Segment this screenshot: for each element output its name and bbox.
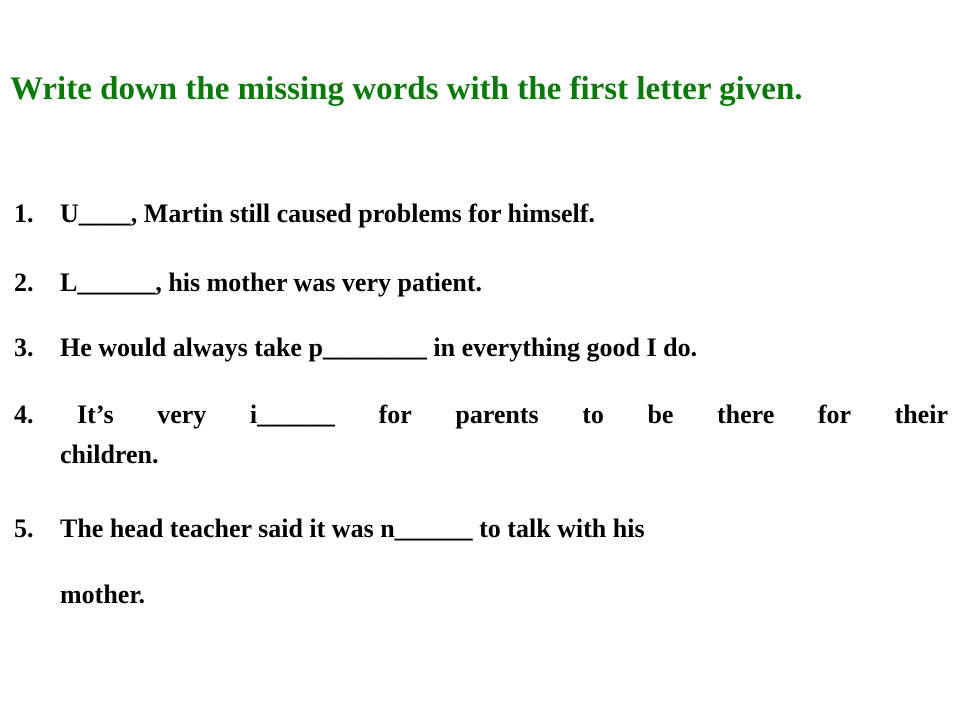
item-word: their — [894, 400, 948, 429]
item-line — [14, 395, 948, 435]
item-word: very — [157, 400, 207, 429]
item-word: for — [817, 400, 852, 429]
item-text: L______, his mother was very patient. — [60, 268, 483, 297]
exercise-item-3 — [14, 328, 948, 368]
item-number: 5. — [14, 514, 34, 543]
slide-title: Write down the missing words with the first letter given. — [10, 71, 803, 107]
item-text: The head teacher said it was n______ to talk with his — [60, 514, 645, 543]
item-word: It’s — [77, 400, 114, 429]
item-word: to — [582, 400, 604, 429]
exercise-item-1 — [14, 194, 948, 234]
exercise-item-2 — [14, 263, 948, 303]
item-continuation: mother. — [60, 580, 145, 609]
item-word: i______ — [249, 400, 336, 429]
exercise-item-4 — [14, 395, 948, 475]
item-word: be — [647, 400, 674, 429]
item-word: for — [378, 400, 412, 429]
item-number: 1. — [14, 199, 34, 228]
item-text: U____, Martin still caused problems for himself. — [60, 199, 595, 228]
exercise-item-5 — [14, 509, 948, 549]
item-text: He would always take p________ in everything good I do. — [60, 333, 698, 362]
item-word: there — [716, 400, 775, 429]
item-number: 3. — [14, 333, 34, 362]
item-word: parents — [455, 400, 539, 429]
item-continuation: children. — [60, 440, 159, 469]
item-number: 2. — [14, 268, 34, 297]
item-number: 4. — [14, 400, 34, 429]
